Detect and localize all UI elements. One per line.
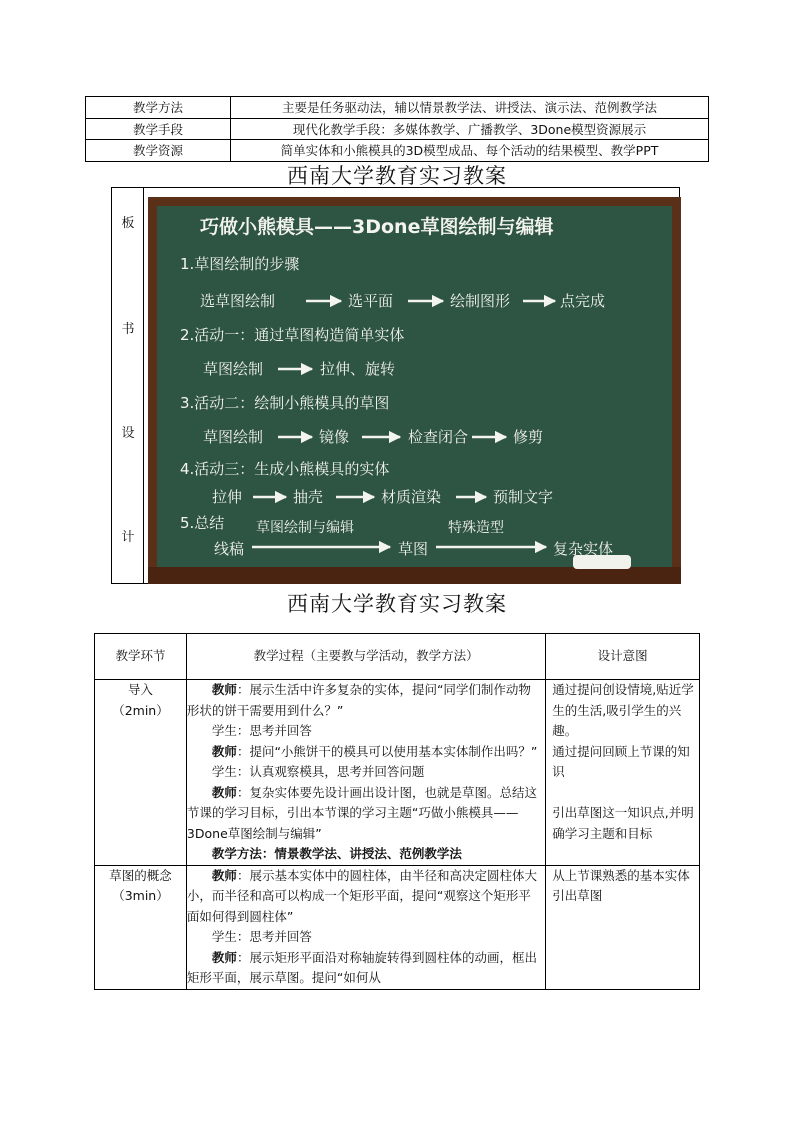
stage-duration: （2min） — [112, 702, 169, 718]
stage-cell — [95, 865, 187, 989]
role-label: 教师 — [211, 784, 237, 800]
label-char: 板 — [121, 216, 135, 231]
flow-item: 绘制图形 — [450, 292, 511, 310]
flow-item: 拉伸、旋转 — [320, 360, 396, 378]
table-row — [86, 97, 709, 119]
role-label: 教师 — [211, 743, 237, 759]
info-value: 简单实体和小熊模具的3D模型成品、每个活动的结果模型、教学PPT — [231, 140, 709, 162]
label-char: 计 — [121, 530, 135, 545]
flow-item: 材质渲染 — [381, 488, 442, 506]
process-line — [187, 742, 542, 763]
stage-name: 草图的概念 — [109, 867, 172, 883]
method-line: 教学方法：情景教学法、讲授法、范例教学法 — [211, 846, 462, 861]
stage-duration: （3min） — [112, 888, 169, 903]
process-cell — [186, 865, 545, 989]
intent-text: 通过提问创设情境,贴近学生的生活,吸引学生的兴趣。 — [552, 682, 694, 738]
process-line — [187, 948, 542, 989]
chalk-tray — [148, 567, 681, 584]
flow-item: 选草图绘制 — [200, 292, 276, 310]
board-section-3: 3.活动二：绘制小熊模具的草图 — [180, 394, 390, 412]
info-key: 教学方法 — [86, 97, 231, 119]
teaching-process-table — [94, 633, 700, 990]
flow-item: 线稿 — [214, 540, 245, 558]
teaching-info-table — [85, 96, 709, 162]
board-design-section — [111, 187, 680, 584]
intent-text: 从上节课熟悉的基本实体引出草图 — [552, 867, 690, 903]
board-title: 巧做小熊模具——3Done草图绘制与编辑 — [200, 216, 554, 238]
info-value: 主要是任务驱动法，辅以情景教学法、讲授法、演示法、范例教学法 — [231, 97, 709, 119]
stage-name: 导入 — [127, 682, 153, 697]
label-char: 书 — [121, 322, 135, 337]
table-header-row — [95, 634, 700, 680]
intent-cell — [546, 865, 700, 989]
intent-cell — [546, 680, 700, 866]
process-text: ：复杂实体要先设计画出设计图，也就是草图。总结这节课的学习目标，引出本节课的学习主题“巧做小熊模具——3Done草图绘制与编辑” — [186, 784, 537, 841]
flow-item: 草图绘制 — [203, 428, 264, 446]
flow-item: 选平面 — [348, 292, 394, 310]
board-design-label — [112, 188, 144, 583]
flow-item: 抽壳 — [293, 488, 324, 506]
flow-item: 预制文字 — [493, 488, 554, 506]
intent-text: 引出草图这一知识点,并明确学习主题和目标 — [552, 805, 694, 841]
page-title: 西南大学教育实习教案 — [287, 164, 507, 188]
column-header: 设计意图 — [546, 634, 700, 680]
flow-item: 点完成 — [560, 292, 606, 310]
arrow-label: 草图绘制与编辑 — [256, 520, 354, 536]
chalkboard-image — [148, 197, 681, 584]
column-header: 教学环节 — [95, 634, 187, 680]
role-label: 教师 — [211, 949, 237, 965]
page-title: 西南大学教育实习教案 — [287, 592, 507, 616]
process-line — [187, 866, 542, 928]
label-char: 设 — [121, 426, 135, 441]
process-cell — [186, 680, 545, 866]
process-line — [187, 680, 542, 721]
flow-item: 检查闭合 — [408, 428, 469, 446]
flow-item: 镜像 — [319, 428, 350, 446]
flow-item: 修剪 — [513, 428, 544, 446]
table-row — [95, 680, 700, 866]
role-label: 教师 — [211, 867, 237, 883]
table-row — [86, 118, 709, 140]
process-line: 学生：认真观察模具，思考并回答问题 — [211, 764, 425, 779]
board-section-5: 5.总结 — [180, 514, 225, 532]
table-row — [86, 140, 709, 162]
process-line: 学生：思考并回答 — [211, 723, 312, 738]
intent-text: 通过提问回顾上节课的知识 — [552, 743, 690, 779]
process-text: ：展示矩形平面沿对称轴旋转得到圆柱体的动画，框出矩形平面，展示草图。提问“如何从 — [186, 949, 537, 985]
flow-item: 草图 — [398, 540, 429, 558]
info-key: 教学资源 — [86, 140, 231, 162]
info-key: 教学手段 — [86, 118, 231, 140]
column-header: 教学过程（主要教与学活动，教学方法） — [186, 634, 545, 680]
intent-text — [546, 783, 699, 804]
table-row — [95, 865, 700, 989]
process-line — [187, 783, 542, 845]
process-line: 学生：思考并回答 — [211, 929, 312, 944]
process-text: ：展示基本实体中的圆柱体，由半径和高决定圆柱体大小，而半径和高可以构成一个矩形平面，提问“观察这个矩形平面如何得到圆柱体” — [186, 867, 537, 924]
role-label: 教师 — [211, 682, 237, 697]
process-text: ：提问“小熊饼干的模具可以使用基本实体制作出吗？” — [236, 743, 538, 759]
board-section-1: 1.草图绘制的步骤 — [180, 255, 300, 273]
process-text: ：展示生活中许多复杂的实体，提问“同学们制作动物形状的饼干需要用到什么？” — [186, 682, 531, 718]
flow-item: 草图绘制 — [203, 360, 264, 378]
arrow-label: 特殊造型 — [448, 520, 504, 536]
board-section-2: 2.活动一：通过草图构造简单实体 — [180, 326, 405, 344]
stage-cell — [95, 680, 187, 866]
flow-item: 拉伸 — [212, 488, 243, 506]
flow-item: 复杂实体 — [553, 540, 614, 558]
info-value: 现代化教学手段：多媒体教学、广播教学、3Done模型资源展示 — [231, 118, 709, 140]
board-section-4: 4.活动三：生成小熊模具的实体 — [180, 460, 390, 478]
